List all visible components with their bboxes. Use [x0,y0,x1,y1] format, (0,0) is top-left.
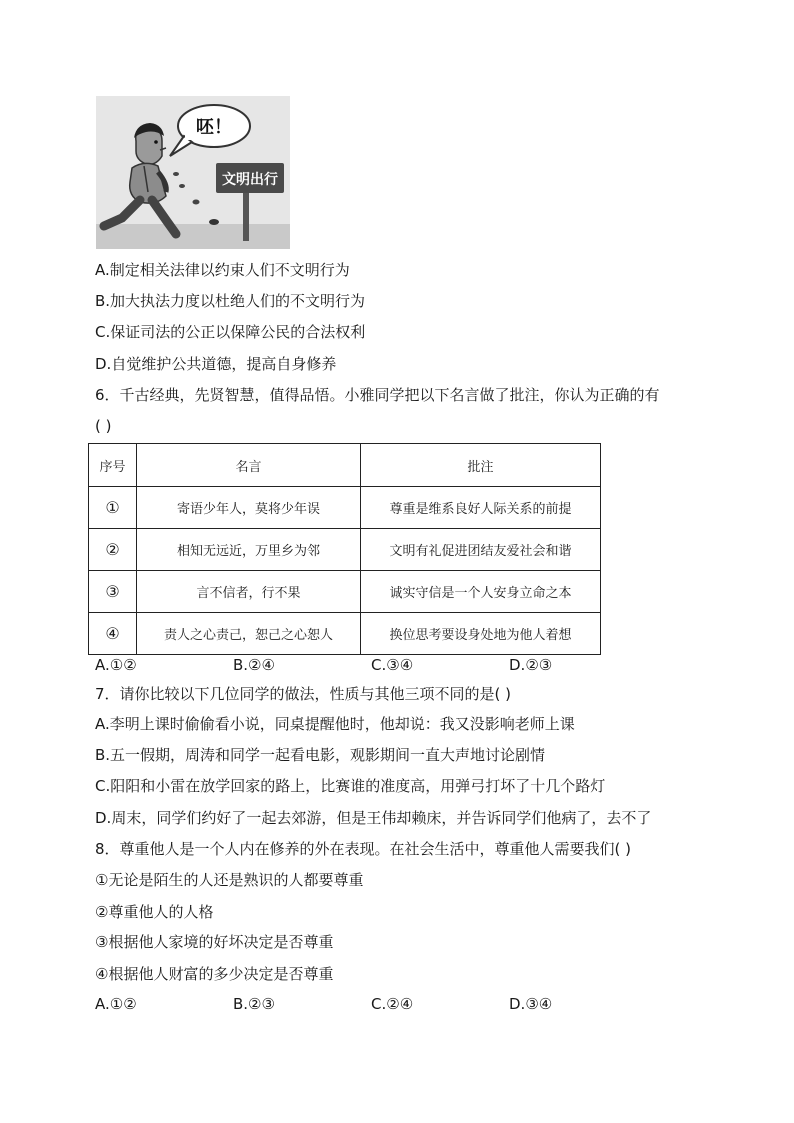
cartoon-illustration [96,96,290,249]
q7-option-c: C.阳阳和小雷在放学回家的路上，比赛谁的准度高，用弹弓打坏了十几个路灯 [95,777,606,795]
q5-option-d: D.自觉维护公共道德，提高自身修养 [95,355,337,373]
q8-item-1: ①无论是陌生的人还是熟识的人都要尊重 [95,871,364,889]
q5-option-c: C.保证司法的公正以保障公民的合法权利 [95,323,366,341]
row-annotation: 尊重是维系良好人际关系的前提 [361,487,601,529]
q5-option-a: A.制定相关法律以约束人们不文明行为 [95,261,350,279]
row-index: ② [89,529,137,571]
speech-bubble-text: 呸！ [196,117,232,138]
q8-option-a: A.①② [95,995,137,1013]
q8-item-3: ③根据他人家境的好坏决定是否尊重 [95,933,334,951]
q6-stem: 6．千古经典，先贤智慧，值得品悟。小雅同学把以下名言做了批注，你认为正确的有 [95,386,660,404]
q6-option-d: D.②③ [509,656,553,674]
q6-stem-bracket: ( ) [95,417,112,435]
row-index: ③ [89,571,137,613]
header-quote: 名言 [137,444,361,487]
q6-option-c: C.③④ [371,656,414,674]
q7-stem: 7．请你比较以下几位同学的做法，性质与其他三项不同的是( ) [95,685,512,703]
q8-option-d: D.③④ [509,995,553,1013]
q7-option-d: D.周末，同学们约好了一起去郊游，但是王伟却赖床，并告诉同学们他病了，去不了 [95,809,652,827]
row-index: ① [89,487,137,529]
table-row [89,613,601,655]
q7-option-a: A.李明上课时偷偷看小说，同桌提醒他时，他却说：我又没影响老师上课 [95,715,575,733]
sign-text: 文明出行 [222,172,278,188]
row-annotation: 换位思考要设身处地为他人着想 [361,613,601,655]
table-row [89,487,601,529]
table-header-row [89,444,601,487]
table-row [89,571,601,613]
table-row [89,529,601,571]
sign-post [243,191,249,241]
q8-stem: 8．尊重他人是一个人内在修养的外在表现。在社会生活中，尊重他人需要我们( ) [95,840,632,858]
row-quote: 言不信者，行不果 [137,571,361,613]
q8-option-b: B.②③ [233,995,275,1013]
header-index: 序号 [89,444,137,487]
header-annotation: 批注 [361,444,601,487]
q6-option-b: B.②④ [233,656,275,674]
row-quote: 相知无远近，万里乡为邻 [137,529,361,571]
q8-option-c: C.②④ [371,995,414,1013]
row-index: ④ [89,613,137,655]
q8-item-4: ④根据他人财富的多少决定是否尊重 [95,965,334,983]
q6-option-a: A.①② [95,656,137,674]
q7-option-b: B.五一假期，周涛和同学一起看电影，观影期间一直大声地讨论剧情 [95,746,546,764]
q8-item-2: ②尊重他人的人格 [95,903,214,921]
row-quote: 寄语少年人，莫将少年误 [137,487,361,529]
row-annotation: 诚实守信是一个人安身立命之本 [361,571,601,613]
row-annotation: 文明有礼促进团结友爱社会和谐 [361,529,601,571]
row-quote: 责人之心责己，恕己之心恕人 [137,613,361,655]
quotes-table [88,443,601,655]
q5-option-b: B.加大执法力度以杜绝人们的不文明行为 [95,292,366,310]
